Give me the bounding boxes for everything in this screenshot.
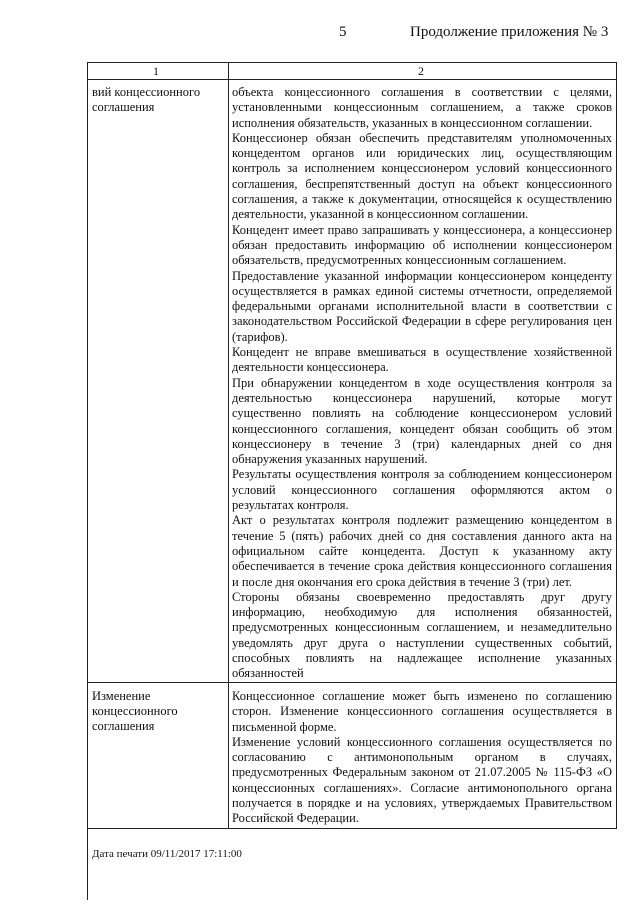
row-1-paragraph: Стороны обязаны своевременно предоставлять друг другу информацию, необходимую для исполнения обязанностей, предусмотренных концессионным соглашением, и незамедлительно уведомлять друг друга о наступлении существенных событий, способных повлиять на надлежащее исполнение указанных обязанностей	[232, 589, 612, 681]
row-2-title: Изменение концессионного соглашения	[92, 689, 178, 733]
table-bottom-rule	[87, 828, 617, 829]
table-top-rule	[87, 62, 617, 63]
row-2-paragraph: Изменение условий концессионного соглашения осуществляется по согласованию с антимонопольным органом в случаях, предусмотренных Федеральным законом от 21.07.2005 № 115-ФЗ «О концессионных соглашениях». Согласие антимонопольного органа получается в порядке и на условиях, утверждаемых Правительством Российской Федерации.	[232, 734, 612, 826]
row-1-paragraph: Концедент имеет право запрашивать у концессионера, а концессионер обязан предоставить информацию об исполнении концессионером обязательств, предусмотренных концессионным соглашением.	[232, 222, 612, 268]
table-border-right	[616, 62, 617, 828]
table-border-left	[87, 62, 88, 900]
row-1-content	[232, 85, 612, 682]
row-1-paragraph: Результаты осуществления контроля за соблюдением концессионером условий концессионного соглашения оформляются актом о результатах контроля.	[232, 467, 612, 513]
row-1-paragraph: Концедент не вправе вмешиваться в осуществление хозяйственной деятельности концессионера.	[232, 345, 612, 375]
row-2-paragraph: Концессионное соглашение может быть изменено по соглашению сторон. Изменение концессионного соглашения осуществляется в письменной форме.	[232, 689, 612, 734]
row-1-title: вий концессионного соглашения	[92, 85, 201, 114]
row-1-paragraph: Предоставление указанной информации концессионером концеденту осуществляется в рамках единой системы отчетности, определяемой федеральными органами исполнительной власти в соответствии с законодательством Российской Федерации в сфере регулирования цен (тарифов).	[232, 268, 612, 344]
column-header-2: 2	[418, 64, 424, 78]
row-1-paragraph: При обнаружении концедентом в ходе осуществления контроля за деятельностью концессионера нарушений, которые могут существенно повлиять на соблюдение концессионером условий концессионного соглашения, концедент обязан сообщить об этом концессионеру в течение 3 (три) календарных дней со дня обнаружения указанных нарушений.	[232, 375, 612, 467]
table-row-divider	[87, 682, 617, 683]
page-number: 5	[339, 24, 347, 40]
row-1-paragraph: Концессионер обязан обеспечить представителям уполномоченных концедентом органов или юридических лиц, осуществляющим контроль за исполнением концессионером условий концессионного соглашения, беспрепятственный доступ на объект концессионного соглашения, а также к документации, относящейся к осуществлению деятельности, указанной в концессионном соглашении.	[232, 130, 612, 222]
table-header-rule	[87, 79, 617, 80]
print-date: Дата печати 09/11/2017 17:11:00	[92, 848, 242, 860]
row-1-paragraph: Акт о результатах контроля подлежит размещению концедентом в течение 5 (пять) рабочих дней со дня составления данного акта на официальном сайте концедента. Доступ к указанному акту обеспечивается в течение срока действия концессионного соглашения и после дня окончания его срока действия в течение 3 (три) лет.	[232, 513, 612, 589]
column-header-1: 1	[153, 64, 159, 78]
table-border-middle	[228, 62, 229, 828]
row-1-paragraph: объекта концессионного соглашения в соответствии с целями, установленными концессионным соглашением, а также сроков исполнения обязательств, указанных в концессионном соглашении.	[232, 85, 612, 130]
appendix-label: Продолжение приложения № 3	[410, 24, 609, 40]
document-table	[87, 62, 617, 900]
row-2-content	[232, 689, 612, 827]
